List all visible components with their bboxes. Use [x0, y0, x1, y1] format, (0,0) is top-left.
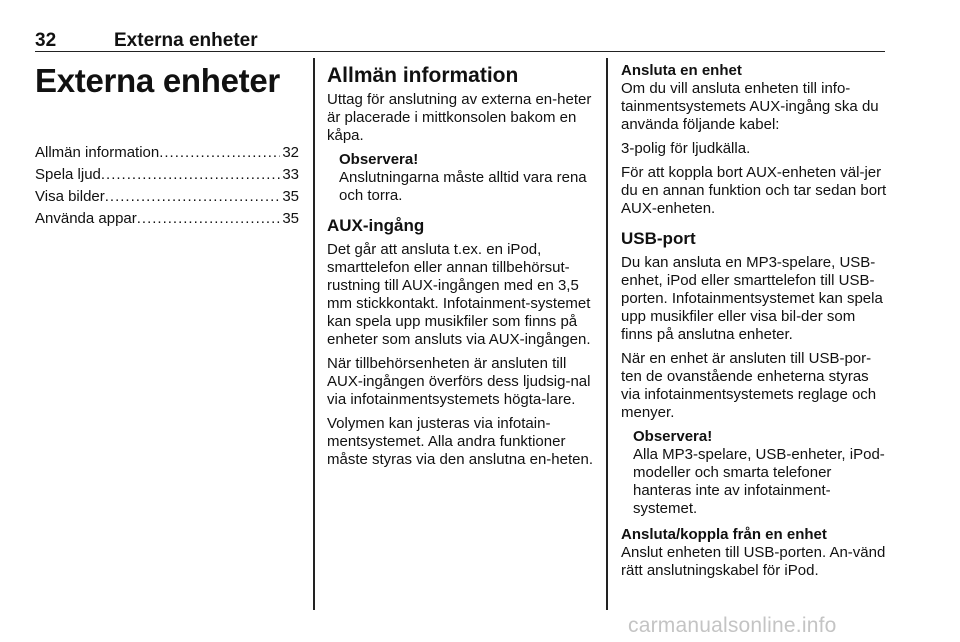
toc-leader — [105, 186, 281, 208]
toc-item-page: 32 — [282, 144, 299, 161]
toc-item-page: 35 — [282, 188, 299, 205]
toc-leader — [137, 208, 281, 230]
aux-paragraph: När tillbehörsenheten är ansluten till AUX-ingången överförs dess ljudsig-nal via infotainmentsystemets högta-lare. — [327, 355, 591, 408]
aux-paragraph: Volymen kan justeras via infotain-mentsystemet. Alla andra funktioner måste styras via den anslutna en-heten. — [327, 415, 593, 468]
toc-item-label: Allmän information — [35, 144, 160, 161]
connect-paragraph: För att koppla bort AUX-enheten väl-jer du en annan funktion och tar sedan bort AUX-enheten. — [621, 164, 887, 217]
watermark: carmanualsonline.info — [628, 614, 837, 637]
column-general — [327, 58, 593, 612]
toc-leader — [101, 164, 280, 186]
usb-paragraph: Du kan ansluta en MP3-spelare, USB-enhet, iPod eller smarttelefon till USB-porten. Infotainmentsystemet kan spela upp musikfiler eller visa bil-der som finns på anslutna enheter. — [621, 254, 883, 343]
sub-heading-connect-disconnect: Ansluta/koppla från en enhet — [621, 526, 827, 543]
toc-item-page: 33 — [282, 166, 299, 183]
column-divider — [313, 58, 315, 610]
note-text: Anslutningarna måste alltid vara rena och torra. — [339, 169, 587, 204]
section-heading-usb: USB-port — [621, 229, 696, 248]
column-usb — [621, 58, 887, 612]
column-divider — [606, 58, 608, 610]
toc-item-label: Spela ljud — [35, 166, 101, 183]
section-heading-general: Allmän information — [327, 64, 519, 87]
section-heading-aux: AUX-ingång — [327, 216, 425, 235]
connect-paragraph: 3-polig för ljudkälla. — [621, 140, 751, 157]
toc-item[interactable] — [35, 164, 299, 186]
table-of-contents — [35, 142, 299, 230]
page-number: 32 — [35, 30, 57, 51]
note-box — [339, 151, 593, 205]
toc-item[interactable] — [35, 142, 299, 164]
usb-sub-paragraph: Anslut enheten till USB-porten. An-vänd rätt anslutningskabel för iPod. — [621, 544, 886, 579]
connect-paragraph: Om du vill ansluta enheten till info-tainmentsystemets AUX-ingång ska du använda följande kabel: — [621, 80, 879, 133]
aux-paragraph: Det går att ansluta t.ex. en iPod, smarttelefon eller annan tillbehörsut-rustning till AUX-ingången med en 3,5 mm stickkontakt. Infotainment-systemet kan spela upp musikfiler som finns på enheter som ansluts via AUX-ingången. — [327, 241, 591, 348]
running-title: Externa enheter — [114, 30, 258, 51]
toc-item-page: 35 — [282, 210, 299, 227]
note-title: Observera! — [633, 428, 713, 445]
usb-paragraph: När en enhet är ansluten till USB-por-ten de ovanstående enheterna styras via infotainmentsystemets reglage och menyer. — [621, 350, 877, 421]
note-title: Observera! — [339, 151, 419, 168]
general-intro: Uttag för anslutning av externa en-heter är placerade i mittkonsolen bakom en kåpa. — [327, 91, 592, 144]
note-box — [633, 428, 887, 518]
toc-item[interactable] — [35, 186, 299, 208]
toc-item-label: Visa bilder — [35, 188, 105, 205]
toc-item-label: Använda appar — [35, 210, 137, 227]
section-heading-connect: Ansluta en enhet — [621, 62, 742, 79]
column-toc — [35, 58, 299, 612]
chapter-title: Externa enheter — [35, 62, 280, 99]
note-text: Alla MP3-spelare, USB-enheter, iPod-modeller och smarta telefoner hanteras inte av infotainment-systemet. — [633, 446, 885, 517]
toc-leader — [159, 142, 280, 164]
page-header — [35, 30, 885, 52]
toc-item[interactable] — [35, 208, 299, 230]
